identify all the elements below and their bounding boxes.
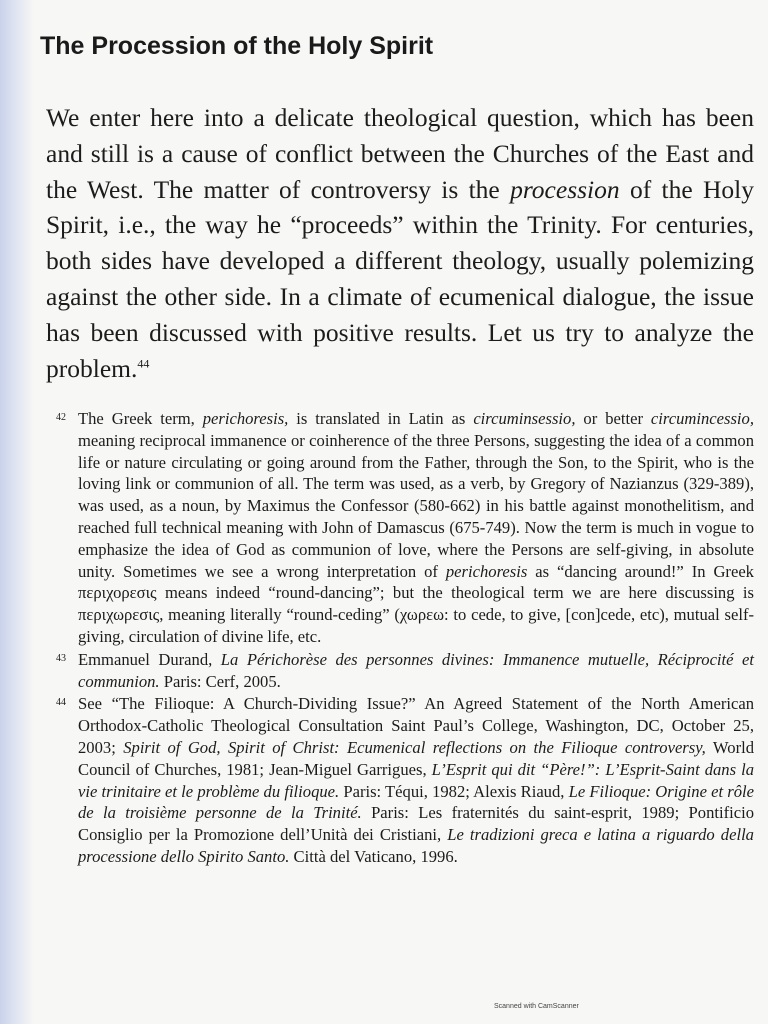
footnote-italic: Spirit of God, Spirit of Christ: Ecumenical reflections on the Filioque controversy, (123, 737, 706, 757)
footnote-text: Emmanuel Durand, (78, 649, 221, 669)
footnote-text: See “The Filioque: A Church-Dividing Issue?” An Agreed Statement of the North American Orthodox-Catholic Theological Consultation Saint Paul’s College, Washington, DC, October 25, 2003; (78, 694, 754, 757)
footnote-italic: La Périchorèse des personnes divines: Immanence mutuelle, Réciprocité et communion. (78, 649, 754, 691)
footnote-italic: Le tradizioni greca e latina a riguardo della processione dello Spirito Santo. (78, 825, 754, 866)
footnote-text: Paris: Cerf, 2005. (159, 671, 281, 691)
body-paragraph (46, 100, 754, 386)
footnote-number: 43 (56, 652, 66, 664)
footnote-text: Paris: Téqui, 1982; Alexis Riaud, (339, 781, 569, 801)
footnote-italic: perichoresis, (202, 409, 289, 428)
scanner-watermark: Scanned with CamScanner (494, 1003, 579, 1010)
footnote-italic: circumincessio, (650, 409, 754, 428)
footnote-text: meaning reciprocal immanence or coinherence of the three Persons, suggesting the idea of a common life or nature circulating or going around from the Father, through the Son, to the Spirit, who is the loving link or communion of all. The term was used, as a verb, by Gregory of Nazianzus (329-389), was used, as a noun, by Maximus the Confessor (580-662) in his battle against monothelitism, and reached full technical meaning with John of Damascus (675-749). Now the term is much in vogue to emphasize the idea of God as communion of love, where the Persons are self-giving, in absolute unity. Sometimes we see a wrong interpretation of (78, 430, 754, 581)
footnote-number: 44 (56, 697, 66, 709)
footnote-42 (56, 408, 754, 648)
footnote-text: World Council of Churches, 1981; Jean-Miguel Garrigues, (78, 737, 754, 779)
body-text-part: of the Holy Spirit, i.e., the way he “proceeds” within the Trinity. For centuries, both sides have developed a different theology, usually polemizing against the other side. In a climate of ecumenical dialogue, the issue has been discussed with positive results. Let us try to analyze the problem. (46, 174, 754, 383)
footnote-number: 42 (56, 412, 66, 423)
footnotes (56, 408, 754, 868)
footnote-text: is translated in Latin as (288, 409, 474, 428)
footnote-reference: 44 (137, 356, 150, 371)
footnote-text: Paris: Les fraternités du saint-esprit, 1989; Pontificio Consiglio per la Promozione dell’Unità dei Cristiani, (78, 803, 755, 845)
footnote-text: as “dancing around!” In Greek περιχορεσις means indeed “round-dancing”; but the theological term we are here discussing is περιχωρεσις, meaning literally “round-ceding” (χωρεω: to cede, to give, [con]cede, etc), mutual self-giving, circulation of divine life, etc. (78, 561, 754, 646)
body-emphasis: procession (510, 174, 620, 204)
page-edge-shadow (0, 0, 34, 1024)
footnote-text: Città del Vaticano, 1996. (289, 846, 458, 866)
footnote-43 (56, 649, 754, 693)
footnote-italic: perichoresis (445, 561, 528, 581)
footnote-44 (56, 693, 754, 867)
footnote-text: or better (575, 409, 651, 428)
body-text-part: We enter here into a delicate theological question, which has been and still is a cause of conflict between the Churches of the East and the West. The matter of controversy is the (46, 103, 754, 204)
footnote-italic: circuminsessio, (473, 409, 576, 428)
footnote-italic: Le Filioque: Origine et rôle de la troisième personne de la Trinité. (78, 781, 754, 823)
footnote-text: The Greek term, (78, 409, 203, 428)
footnote-italic: L’Esprit qui dit “Père!”: L’Esprit-Saint dans la vie trinitaire et le problème du filioque. (78, 759, 754, 801)
section-heading: The Procession of the Holy Spirit (40, 32, 434, 60)
